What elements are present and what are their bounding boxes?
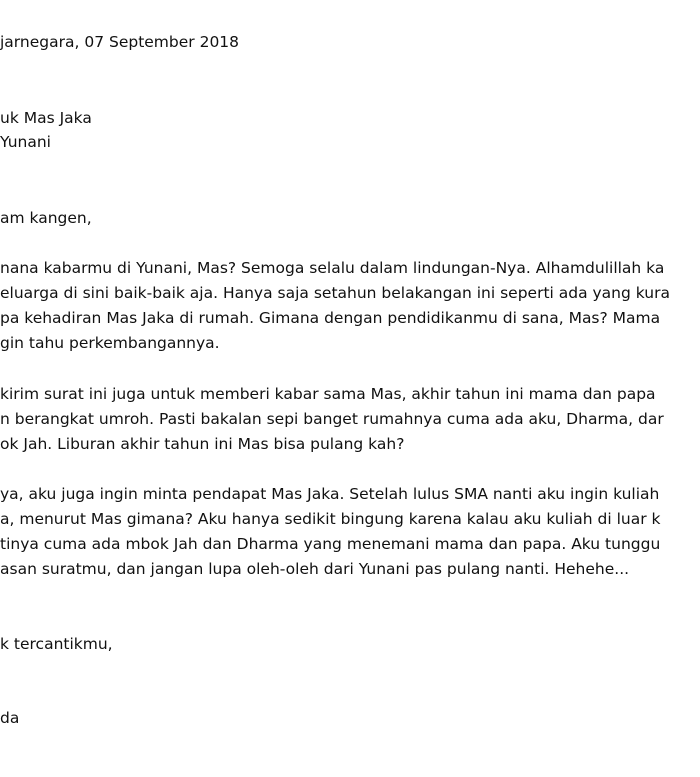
paragraph-1-line-4: gin tahu perkembangannya. xyxy=(0,334,220,352)
paragraph-3-line-4: asan suratmu, dan jangan lupa oleh-oleh dari Yunani pas pulang nanti. Hehehe... xyxy=(0,560,630,578)
recipient-line-2: Yunani xyxy=(0,133,51,151)
recipient-line-1: uk Mas Jaka xyxy=(0,109,92,127)
place-date: jarnegara, 07 September 2018 xyxy=(0,33,240,51)
paragraph-3-line-3: tinya cuma ada mbok Jah dan Dharma yang menemani mama dan papa. Aku tunggu xyxy=(0,535,661,553)
paragraph-2-line-3: ok Jah. Liburan akhir tahun ini Mas bisa pulang kah? xyxy=(0,435,405,453)
closing: k tercantikmu, xyxy=(0,635,113,653)
paragraph-1-line-1: nana kabarmu di Yunani, Mas? Semoga selalu dalam lindungan-Nya. Alhamdulillah ka xyxy=(0,259,665,277)
paragraph-1-line-3: pa kehadiran Mas Jaka di rumah. Gimana dengan pendidikanmu di sana, Mas? Mama xyxy=(0,309,661,327)
signature: da xyxy=(0,709,20,727)
paragraph-1-line-2: eluarga di sini baik-baik aja. Hanya saja setahun belakangan ini seperti ada yang kura xyxy=(0,284,670,302)
paragraph-2-line-2: n berangkat umroh. Pasti bakalan sepi banget rumahnya cuma ada aku, Dharma, dar xyxy=(0,410,664,428)
paragraph-3-line-1: ya, aku juga ingin minta pendapat Mas Jaka. Setelah lulus SMA nanti aku ingin kuliah xyxy=(0,485,660,503)
paragraph-3-line-2: a, menurut Mas gimana? Aku hanya sedikit bingung karena kalau aku kuliah di luar k xyxy=(0,510,661,528)
salutation: am kangen, xyxy=(0,209,92,227)
paragraph-2-line-1: kirim surat ini juga untuk memberi kabar sama Mas, akhir tahun ini mama dan papa xyxy=(0,385,656,403)
